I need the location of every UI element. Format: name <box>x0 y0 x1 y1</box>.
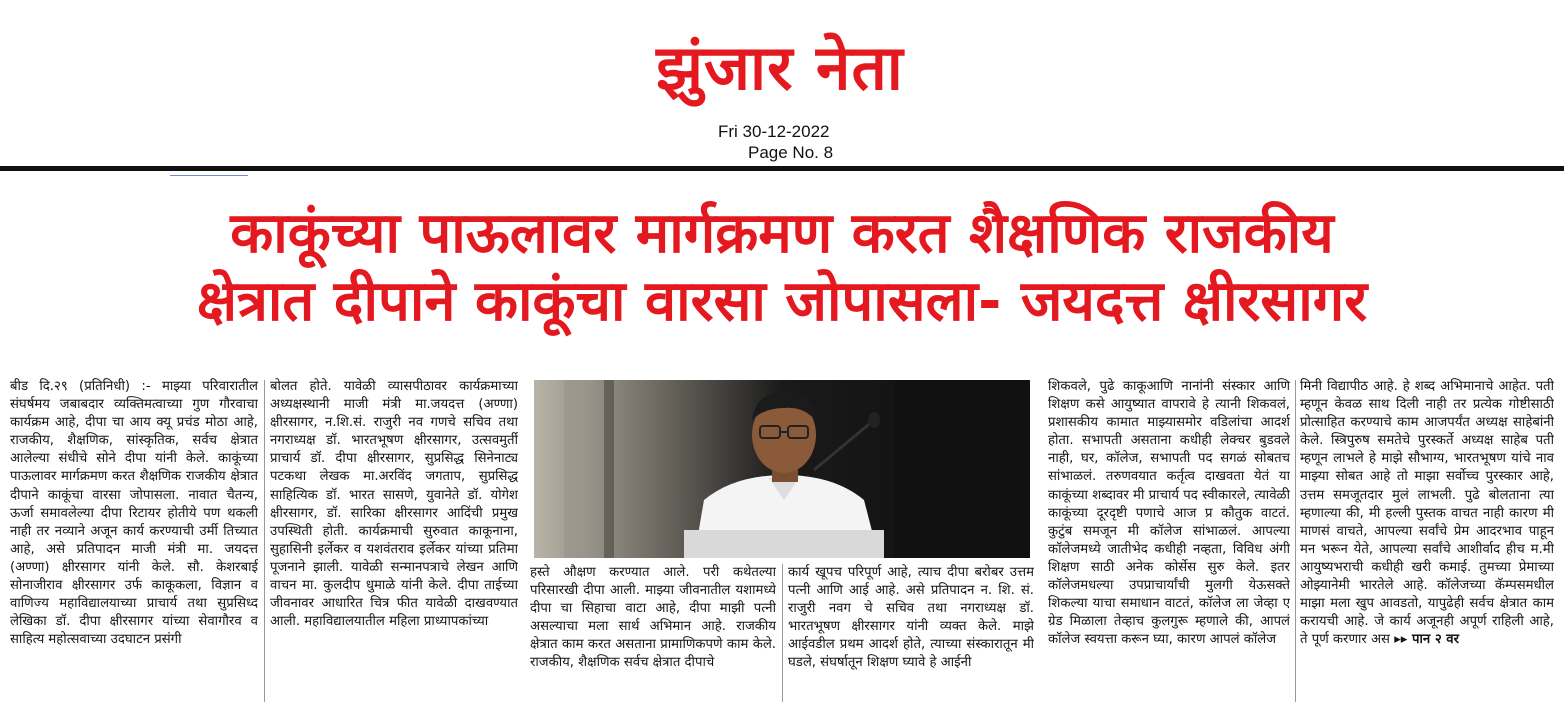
column-divider <box>264 380 265 702</box>
article-column-6 <box>1300 378 1554 704</box>
newspaper-name: झुंजार नेता <box>656 31 904 104</box>
article-photo <box>534 380 1030 558</box>
continued-on-page-link[interactable]: ▸▸ पान २ वर <box>1394 632 1460 648</box>
article-column-5 <box>1048 378 1290 704</box>
article-column-3 <box>530 564 776 706</box>
column-5-text: शिकवले, पुढे काकूआणि नानांनी संस्कार आणि शिक्षण कसे आयुष्यात वापरावे हे त्यानी शिकवलं, प्रशासकीय कामात माझ्यासमोर वडिलांचा आदर्श होता. सभापती असताना कधीही लेक्चर बुडवले नाही, घर, कॉलेज, सभापती पद सगळं सोबतच सांभाळलं. तरुणवयात कर्तृत्व दाखवता येतं या काकूंच्या शब्दावर मी प्राचार्य पद स्वीकारले, त्यावेळी काकूंच्या दूरदृष्टी पणाचे आज प्र कौतुक वाटतं. कुटुंब समजून मी कॉलेज सांभाळलं. आपल्या कॉलेजमध्ये जातीभेद कधीही नव्हता, विविध अंगी शिक्षण साठी अनेक कोर्सेस सुरु केले. इतर कॉलेजमधल्या उपप्राचार्यांची मुलगी येऊसक्ते शिकल्या याचा समाधान वाटतं, कॉलेज ला जेव्हा ए ग्रेड मिळाला तेव्हाच कुलगुरू म्हणाले की, आपलं कॉलेज स्वयत्ता करून घ्या, कारण आपलं कॉलेज <box>1048 379 1290 648</box>
column-1-text: बीड दि.२९ (प्रतिनिधी) :- माझ्या परिवारातील संघर्षमय जबाबदार व्यक्तिमत्वाच्या गुण गौरवाचा कार्यक्रम आहे, दीपा चा आय क्यू प्रचंड मोठा आहे, राजकीय, शैक्षणिक, सांस्कृतिक, सर्वच क्षेत्रात आलेल्या संधीचे सोने दीपा यांनी केले. काकूंच्या पाऊलावर मार्गक्रमण करत शैक्षणिक राजकीय क्षेत्रात दीपाने काकूंचा वारसा जोपासला. नावात चैतन्य, ऊर्जा समावलेल्या दीपा रिटायर होतीये पण थकली नाही तर नव्याने अजून कार्य करण्याची उर्मी तिच्यात आहे, असे प्रतिपादन माजी मंत्री मा. जयदत्त (अण्णा) क्षीरसागर यांनी केले. सौ. केशरबाई सोनाजीराव क्षीरसागर उर्फ काकूकला, विज्ञान व वाणिज्य महाविद्यालयाच्या प्राचार्य तथा सुप्रसिध्द लेखिका डॉ. दीपा क्षीरसागर यांच्या सेवागौरव व साहित्य महोत्सवाच्या उदघाटन प्रसंगी <box>10 379 258 648</box>
column-2-text: बोलत होते. यावेळी व्यासपीठावर कार्यक्रमाच्या अध्यक्षस्थानी माजी मंत्री मा.जयदत्त (अण्णा) क्षीरसागर, न.शि.सं. राजुरी नव गणचे सचिव तथा नगराध्यक्ष डॉ. भारतभूषण क्षीरसागर, उत्सवमुर्ती प्राचार्य डॉ. दीपा क्षीरसागर, सुप्रसिद्ध सिनेनाट्य पटकथा लेखक मा.अरविंद जगताप, सुप्रसिद्ध साहित्यिक डॉ. भारत सासणे, युवानेते डॉ. योगेश क्षीरसागर, डॉ. सारिका क्षीरसागर आदिंची प्रमुख उपस्थिती होती. कार्यक्रमाची सुरुवात काकूनाना, सुहासिनी इर्लेकर व यशवंतराव इर्लेकर यांच्या प्रतिमा पूजनाने झाली. यावेळी सन्मानपत्राचे लेखन आणि वाचन मा. कुलदीप धुमाळे यांनी केले. दीपा ताईच्या जीवनावर आधारित चित्र फीत यावेळी दाखवण्यात आली. महाविद्यालयातील महिला प्राध्यापकांच्या <box>270 379 518 630</box>
section-underline <box>170 175 248 176</box>
issue-date: Fri 30-12-2022 <box>718 122 830 141</box>
column-6-text: मिनी विद्यापीठ आहे. हे शब्द अभिमानाचे आहेत. पती म्हणून केवळ साथ दिली नाही तर प्रत्येक गोष्टीसाठी प्रोत्साहित करण्याचे काम आजपर्यंत अध्यक्ष साहेबांनी केले. स्त्रिपुरुष समतेचे पुरस्कर्ते अध्यक्ष साहेब पती म्हणून लाभले हे माझे सौभाग्य, भारतभूषण यांचे नाव माझ्या सोबत आहे तो माझा सर्वोच्च पुरस्कार आहे, उत्तम समजूतदार मुलं लाभली. पुढे बोलताना त्या म्हणाल्या की, मी हल्ली पुस्तक वाचत नाही कारण मी माणसं वाचते, आपल्या सर्वांचे प्रेम आदरभाव पाहून मन भरून येते, आपल्या सर्वांचे आशीर्वाद हीच म.मी आयुष्यभराची कधीही खरी कमाई. तुमच्या प्रेमाच्या ओझ्यानेमी भारतेले आहे. कॉलेजच्या कॅम्पसमधील माझा मला खुप आवडतो, यापुढेही सर्वच क्षेत्रात काम करायची आहे. जे कार्य अजूनही अपूर्ण राहिली आहे, ते पूर्ण करणार अस <box>1300 379 1554 648</box>
page-number: Page No. 8 <box>748 143 834 162</box>
column-divider <box>1295 380 1296 702</box>
article-column-1 <box>10 378 258 704</box>
speaker-photo-illustration <box>534 380 1030 558</box>
column-3-text: हस्ते औक्षण करण्यात आले. परी कथेतल्या परिसारखी दीपा आली. माझ्या जीवनातील यशामध्ये दीपा चा सिहाचा वाटा आहे, दीपा माझी पत्नी असल्याचा मला सार्थ अभिमान आहे. राजकीय क्षेत्रात काम करत असताना प्रामाणिकपणे काम केले. राजकीय, शैक्षणिक सर्वच क्षेत्रात दीपाचे <box>530 565 776 671</box>
masthead <box>0 0 1564 170</box>
masthead-rule <box>0 166 1564 171</box>
column-4-text: कार्य खूपच परिपूर्ण आहे, त्याच दीपा बरोबर उत्तम पत्नी आणि आई आहे. असे प्रतिपादन न. शि. सं. राजुरी नवग चे सचिव तथा नगराध्यक्ष डॉ. भारतभूषण क्षीरसागर यांनी व्यक्त केले. माझे आईवडील प्रथम आदर्श होते, त्याच्या संस्कारातून मी घडले, संघर्षातून शिक्षण घ्यावे हे आईनी <box>788 565 1034 671</box>
article-column-2 <box>270 378 518 704</box>
headline-line-2: क्षेत्रात दीपाने काकूंचा वारसा जोपासला- जयदत्त क्षीरसागर <box>196 269 1368 334</box>
column-divider <box>782 564 783 702</box>
article-column-4 <box>788 564 1034 706</box>
headline-line-1: काकूंच्या पाऊलावर मार्गक्रमण करत शैक्षणिक राजकीय <box>230 201 1334 266</box>
